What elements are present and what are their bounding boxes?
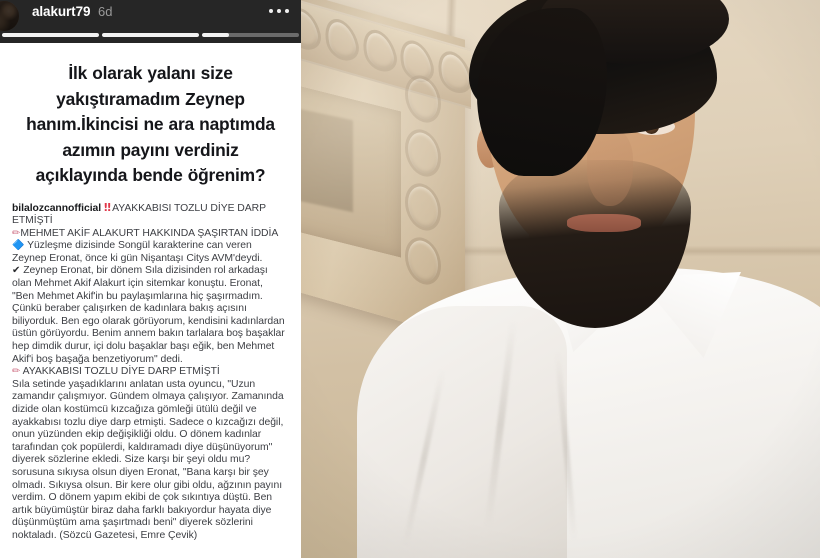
caption-paragraph-2-row <box>12 265 287 366</box>
avatar[interactable] <box>0 1 19 31</box>
story-progress-bar <box>0 33 301 37</box>
caption-section-2-title-row <box>12 366 287 379</box>
blue-diamond-icon: 🔷 <box>12 240 25 252</box>
double-exclamation-icon: ‼ <box>103 200 110 214</box>
caption-subheadline: MEHMET AKİF ALAKURT HAKKINDA ŞAŞIRTAN İDDİA <box>20 227 279 239</box>
check-mark-icon: ✔ <box>12 265 21 277</box>
progress-segment-fill <box>202 33 229 37</box>
dot-1 <box>269 9 273 13</box>
progress-segment[interactable] <box>202 33 299 37</box>
caption-paragraph-2: Zeynep Eronat, bir dönem Sıla dizisinden rol arkadaşı olan Mehmet Akif Alakurt için sitemkar konuştu. Eronat, "Ben Mehmet Akif'in bu paylaşımlarına hiç şaşırmadım. Çünkü beraber çalışırken de kadınlara bakış açısını biliyorduk. Ben ego olarak görüyorum, kendisini kadınlardan üstün görüyordu. Benim annem bakın tarlalara boş başaklar hep dimdik durur, içi dolu başaklar başı eğik, ben Mehmet Akif'i boş başağa benzetiyorum" dedi. <box>12 265 285 365</box>
photo-vignette <box>301 0 820 558</box>
caption-author-username[interactable]: bilalozcannofficial <box>12 202 102 214</box>
caption-line-author <box>12 202 287 228</box>
pencil-icon: ✏ <box>12 227 21 239</box>
story-headline-text: İlk olarak yalanı size yakıştıramadım Zeynep hanım.İkincisi ne ara naptımda azımın payını verdiniz açıklayında bende öğrenim? <box>26 63 275 185</box>
pencil-icon-2: ✏ <box>12 366 21 378</box>
instagram-story-panel <box>0 0 301 558</box>
caption-section-2-title: AYAKKABISI TOZLU DİYE DARP ETMİŞTİ <box>22 366 220 378</box>
caption-line-subheadline <box>12 228 287 241</box>
dot-3 <box>285 9 289 13</box>
caption-paragraph-1: Yüzleşme dizisinde Songül karakterine can veren Zeynep Eronat, önce ki gün Nişantaşı Citys AVM'deydi. <box>12 240 263 264</box>
caption-headline: AYAKKABISI TOZLU DİYE DARP ETMİŞTİ <box>12 202 266 227</box>
photo-of-man <box>301 0 820 558</box>
caption-paragraph-3: Sıla setinde yaşadıklarını anlatan usta oyuncu, "Uzun zamandır çalışmıyor. Gündem olmaya çalışıyor. Zamanında dizide olan kostümcü kızcağıza gömleği ütülü değil ve ayakkabısı tozlu diye darp etmişti. Sadece o kızcağızı değil, onun yüzünden ekip değişikliği oldu. O dönem kadınlar tarafından çok popülerdi, kaldıramadı diye düşünüyorum" diyerek sözlerine ekledi. Size karşı bir şeyi oldu mu? sorusuna sıkıysa olsun diyen Eronat, "Bana karşı bir şey olmadı. Sıkıysa olsun. Bir kere olur gibi oldu, ağzının payını verdim. O dönem yapım ekibi de çok sıkıntıya düştü. Ben artık büyümüştür biraz daha farklı bakıyordur hayata diye düşünmüştüm ama şaşırtmadı beni" diyerek sözlerini noktaladı. (Sözcü Gazetesi, Emre Çevik) <box>12 378 284 541</box>
avatar-image-shadow <box>0 1 19 31</box>
story-caption <box>12 202 287 543</box>
more-options-icon[interactable] <box>269 9 289 13</box>
caption-paragraph-1-row <box>12 240 287 265</box>
progress-segment-fill <box>2 33 99 37</box>
story-username[interactable]: alakurt79 <box>32 4 91 19</box>
progress-segment[interactable] <box>2 33 99 37</box>
dot-2 <box>277 9 281 13</box>
progress-segment[interactable] <box>102 33 199 37</box>
progress-segment-fill <box>102 33 199 37</box>
story-header <box>0 0 301 43</box>
story-timestamp: 6d <box>98 4 113 19</box>
